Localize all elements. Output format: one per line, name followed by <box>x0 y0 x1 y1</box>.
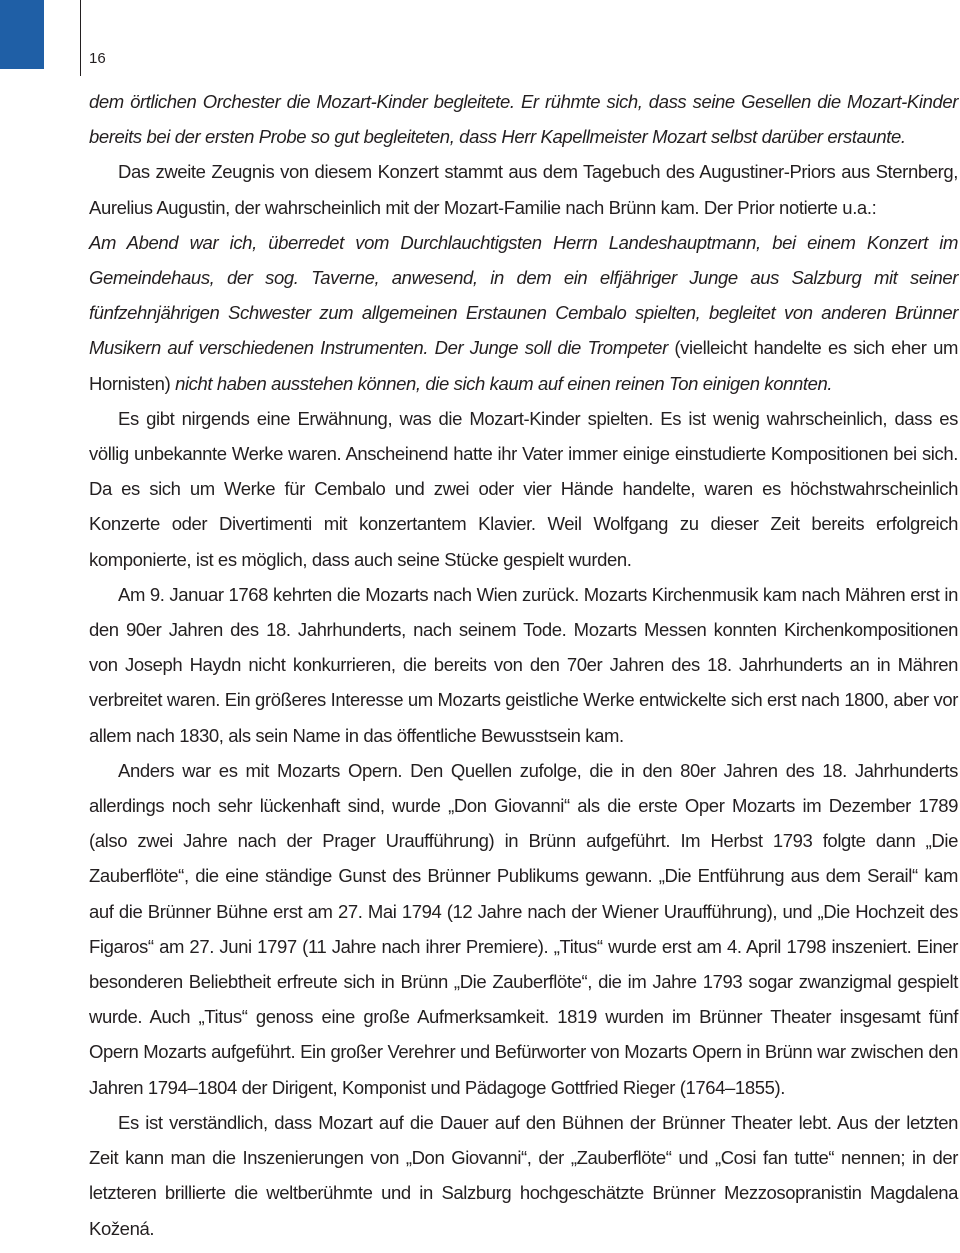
paragraph-2 <box>89 154 958 400</box>
paragraph-5: Anders war es mit Mozarts Opern. Den Quellen zufolge, die in den 80er Jahren des 18. Jahrhunderts allerdings noch sehr lückenhaft sind, wurde „Don Giovanni“ als die erste Oper Mozarts im Dezember 1789 (also zwei Jahre nach der Prager Uraufführung) in Brünn aufgeführt. Im Herbst 1793 folgte dann „Die Zauberflöte“, die eine ständige Gunst des Brünner Publikums gewann. „Die Entführung aus dem Serail“ kam auf die Brünner Bühne erst am 27. Mai 1794 (12 Jahre nach der Wiener Uraufführung), und „Die Hochzeit des Figaros“ am 27. Juni 1797 (11 Jahre nach ihrer Premiere). „Titus“ wurde erst am 4. April 1798 inszeniert. Einer besonderen Beliebtheit erfreute sich in Brünn „Die Zauberflöte“, die im Jahre 1793 sogar zwanzigmal gespielt wurde. Auch „Titus“ genoss eine große Aufmerksamkeit. 1819 wurden im Brünner Theater insgesamt fünf Opern Mozarts aufgeführt. Ein großer Verehrer und Befürworter von Mozarts Opern in Brünn war zwischen den Jahren 1794–1804 der Dirigent, Komponist und Pädagoge Gottfried Rieger (1764–1855). <box>89 759 958 1098</box>
prior-quote-remark: (vielleicht handelte es sich eher um Hornisten) <box>89 337 958 394</box>
paragraph-4: Am 9. Januar 1768 kehrten die Mozarts nach Wien zurück. Mozarts Kirchenmusik kam nach Mähren erst in den 90er Jahren des 18. Jahrhunderts, nach seinem Tode. Mozarts Messen konnten Kirchenkompositionen von Joseph Haydn nicht konkurrieren, die bereits von den 70er Jahren des 18. Jahrhunderts an in Mähren verbreitet waren. Ein größeres Interesse um Mozarts geistliche Werke entwickelte sich erst nach 1800, aber vor allem nach 1830, als sein Name in das öffentliche Bewusstsein kam. <box>89 583 958 746</box>
paragraph-1 <box>89 84 958 154</box>
prior-quote-end: nicht haben ausstehen können, die sich kaum auf einen reinen Ton einigen konnten. <box>175 372 833 394</box>
page-accent-bar <box>0 0 44 69</box>
body-text <box>89 84 958 1246</box>
paragraph-6: Es ist verständlich, dass Mozart auf die Dauer auf den Bühnen der Brünner Theater lebt. Aus der letzten Zeit kann man die Inszenierungen von „Don Giovanni“, der „Zauberflöte“ und „Cosi fan tutte“ nennen; in der letzteren brillierte die weltberühmte und in Salzburg hochgeschätzte Brünner Mezzosopranistin Magdalena Kožená. <box>89 1111 958 1239</box>
prior-quote: Am Abend war ich, überredet vom Durchlauchtigsten Herrn Landeshauptmann, bei einem Konzert im Gemeindehaus, der sog. Taverne, anwesend, in dem ein elfjähriger Junge aus Salzburg mit seiner fünfzehnjährigen Schwester zum allgemeinen Erstaunen Cembalo spielten, begleitet von anderen Brünner Musikern auf verschiedenen Instrumenten. Der Junge soll die Trompeter <box>89 231 958 359</box>
quote-continuation: dem örtlichen Orchester die Mozart-Kinder begleitete. <box>89 91 515 112</box>
paragraph-2-intro: Das zweite Zeugnis von diesem Konzert stammt aus dem Tagebuch des Augustiner-Priors aus Sternberg, Aurelius Augustin, der wahrscheinlich mit der Mozart-Familie nach Brünn kam. Der Prior notierte u.a.: <box>89 161 958 218</box>
paragraph-3: Es gibt nirgends eine Erwähnung, was die Mozart-Kinder spielten. Es ist wenig wahrscheinlich, dass es völlig unbekannte Werke waren. Anscheinend hatte ihr Vater immer einige einstudierte Kompositionen bei sich. Da es sich um Werke für Cembalo und zwei oder vier Hände handelte, waren es höchstwahrscheinlich Konzerte oder Divertimenti mit konzertantem Klavier. Weil Wolfgang zu dieser Zeit bereits erfolgreich komponierte, ist es möglich, dass auch seine Stücke gespielt wurden. <box>89 407 958 570</box>
page-divider-line <box>80 0 81 76</box>
quote-continuation-2: Er rühmte sich, dass seine Gesellen die Mozart-Kinder bereits bei der ersten Probe so gut begleiteten, dass Herr Kapellmeister Mozart selbst darüber erstaunte. <box>89 91 958 148</box>
page-number: 16 <box>89 50 106 67</box>
